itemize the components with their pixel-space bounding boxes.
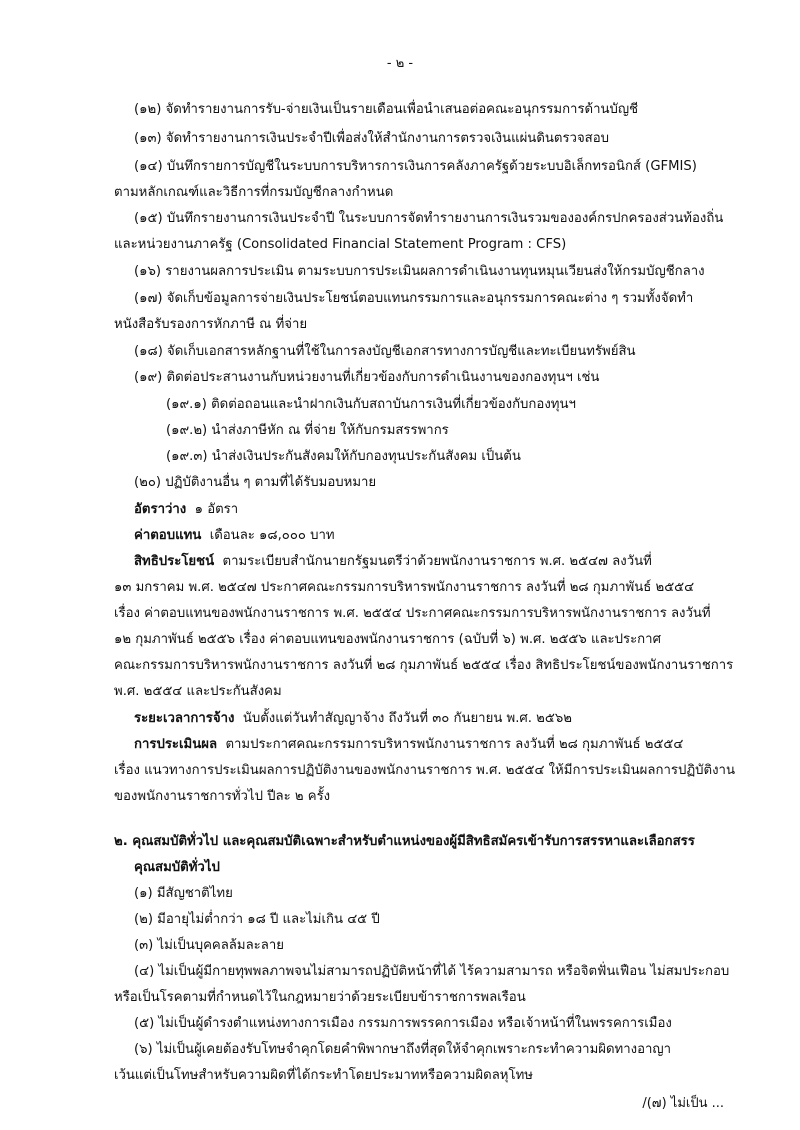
page-number: - ๒ - [386,56,414,71]
duty-subitem: (๑๙.๑) ติดต่อถอนและนำฝากเงินกับสถาบันการเงินที่เกี่ยวข้องกับกองทุนฯ [166,397,576,412]
continuation-marker: /(๗) ไม่เป็น ... [642,1096,724,1111]
qualification-item: (๖) ไม่เป็นผู้เคยต้องรับโทษจำคุกโดยคำพิพากษาถึงที่สุดให้จำคุกเพราะกระทำความผิดทางอาญา [134,1042,672,1057]
benefits-row [134,553,652,571]
duty-item: (๑๕) บันทึกรายงานการเงินประจำปี ในระบบการจัดทำรายงานการเงินรวมขององค์กรปกครองส่วนท้องถิ่น [134,211,724,226]
duty-item: (๑๖) รายงานผลการประเมิน ตามระบบการประเมินผลการดำเนินงานทุนหมุนเวียนส่งให้กรมบัญชีกลาง [134,264,705,279]
duty-item-continuation: และหน่วยงานภาครัฐ (Consolidated Financial Statement Program : CFS) [114,237,567,252]
salary-value: เดือนละ ๑๘,๐๐๐ บาท [209,528,335,543]
employment-period-value: นับตั้งแต่วันทำสัญญาจ้าง ถึงวันที่ ๓๐ กันยายน พ.ศ. ๒๕๖๒ [242,711,572,726]
vacancy-label: อัตราว่าง [134,502,187,517]
salary-label: ค่าตอบแทน [134,528,202,543]
duty-item: (๑๙) ติดต่อประสานงานกับหน่วยงานที่เกี่ยวข้องกับการดำเนินงานของกองทุนฯ เช่น [134,370,600,385]
benefits-text: ๑๒ กุมภาพันธ์ ๒๕๕๖ เรื่อง ค่าตอบแทนของพนักงานราชการ (ฉบับที่ ๖) พ.ศ. ๒๕๕๖ และประกาศ [114,632,661,647]
duty-subitem: (๑๙.๒) นำส่งภาษีหัก ณ ที่จ่าย ให้กับกรมสรรพากร [166,423,449,438]
vacancy-value: ๑ อัตรา [194,502,239,517]
benefits-text: ตามระเบียบสำนักนายกรัฐมนตรีว่าด้วยพนักงานราชการ พ.ศ. ๒๕๔๗ ลงวันที่ [222,554,652,569]
duty-subitem: (๑๙.๓) นำส่งเงินประกันสังคมให้กับกองทุนประกันสังคม เป็นต้น [166,449,521,464]
benefits-label: สิทธิประโยชน์ [134,554,215,569]
evaluation-text: ของพนักงานราชการทั่วไป ปีละ ๒ ครั้ง [114,789,331,804]
evaluation-row [134,736,683,754]
vacancy-row [134,501,238,519]
qualification-item: (๓) ไม่เป็นบุคคลล้มละลาย [134,938,284,953]
duty-item: (๑๓) จัดทำรายงานการเงินประจำปีเพื่อส่งให้สำนักงานการตรวจเงินแผ่นดินตรวจสอบ [134,131,610,146]
duty-item: (๑๒) จัดทำรายงานการรับ-จ่ายเงินเป็นรายเดือนเพื่อนำเสนอต่อคณะอนุกรรมการด้านบัญชี [134,102,639,117]
qualification-item-continuation: เว้นแต่เป็นโทษสำหรับความผิดที่ได้กระทำโดยประมาทหรือความผิดลหุโทษ [114,1068,533,1083]
qualification-item-continuation: หรือเป็นโรคตามที่กำหนดไว้ในกฎหมายว่าด้วยระเบียบข้าราชการพลเรือน [114,990,526,1005]
duty-item-continuation: หนังสือรับรองการหักภาษี ณ ที่จ่าย [114,317,308,332]
duty-item: (๑๘) จัดเก็บเอกสารหลักฐานที่ใช้ในการลงบัญชีเอกสารทางการบัญชีและทะเบียนทรัพย์สิน [134,344,636,359]
qualification-item: (๔) ไม่เป็นผู้มีกายทุพพลภาพจนไม่สามารถปฏิบัติหน้าที่ได้ ไร้ความสามารถ หรือจิตฟั่นเฟือน ไม่สมประกอบ [134,964,730,979]
duty-item-continuation: ตามหลักเกณฑ์และวิธีการที่กรมบัญชีกลางกำหนด [114,185,394,200]
employment-period-row [134,710,572,728]
employment-period-label: ระยะเวลาการจ้าง [134,711,235,726]
duty-item: (๑๔) บันทึกรายการบัญชีในระบบการบริหารการเงินการคลังภาครัฐด้วยระบบอิเล็กทรอนิกส์ (GFMIS) [134,159,697,174]
benefits-text: ๑๓ มกราคม พ.ศ. ๒๕๔๗ ประกาศคณะกรรมการบริหารพนักงานราชการ ลงวันที่ ๒๘ กุมภาพันธ์ ๒๕๕๔ [114,580,695,595]
duty-item: (๑๗) จัดเก็บข้อมูลการจ่ายเงินประโยชน์ตอบแทนกรรมการและอนุกรรมการคณะต่าง ๆ รวมทั้งจัดทำ [134,291,694,306]
section-heading: ๒. คุณสมบัติทั่วไป และคุณสมบัติเฉพาะสำหรับตำแหน่งของผู้มีสิทธิสมัครเข้ารับการสรรหาและเลือกสรร [114,834,695,849]
benefits-text: พ.ศ. ๒๕๕๔ และประกันสังคม [114,684,282,699]
evaluation-label: การประเมินผล [134,737,218,752]
salary-row [134,527,335,545]
qualification-item: (๒) มีอายุไม่ต่ำกว่า ๑๘ ปี และไม่เกิน ๔๕ ปี [134,912,380,927]
qualification-item: (๕) ไม่เป็นผู้ดำรงตำแหน่งทางการเมือง กรรมการพรรคการเมือง หรือเจ้าหน้าที่ในพรรคการเมือง [134,1016,672,1031]
section-subheading: คุณสมบัติทั่วไป [134,860,220,875]
evaluation-text: ตามประกาศคณะกรรมการบริหารพนักงานราชการ ลงวันที่ ๒๘ กุมภาพันธ์ ๒๕๕๔ [225,737,684,752]
qualification-item: (๑) มีสัญชาติไทย [134,886,233,901]
duty-item: (๒๐) ปฏิบัติงานอื่น ๆ ตามที่ได้รับมอบหมาย [134,475,377,490]
evaluation-text: เรื่อง แนวทางการประเมินผลการปฏิบัติงานของพนักงานราชการ พ.ศ. ๒๕๕๔ ให้มีการประเมินผลการปฏิบัติงาน [114,763,735,778]
benefits-text: เรื่อง ค่าตอบแทนของพนักงานราชการ พ.ศ. ๒๕๕๔ ประกาศคณะกรรมการบริหารพนักงานราชการ ลงวันที่ [114,606,711,621]
benefits-text: คณะกรรมการบริหารพนักงานราชการ ลงวันที่ ๒๘ กุมภาพันธ์ ๒๕๕๔ เรื่อง สิทธิประโยชน์ของพนักงานราชการ [114,658,734,673]
